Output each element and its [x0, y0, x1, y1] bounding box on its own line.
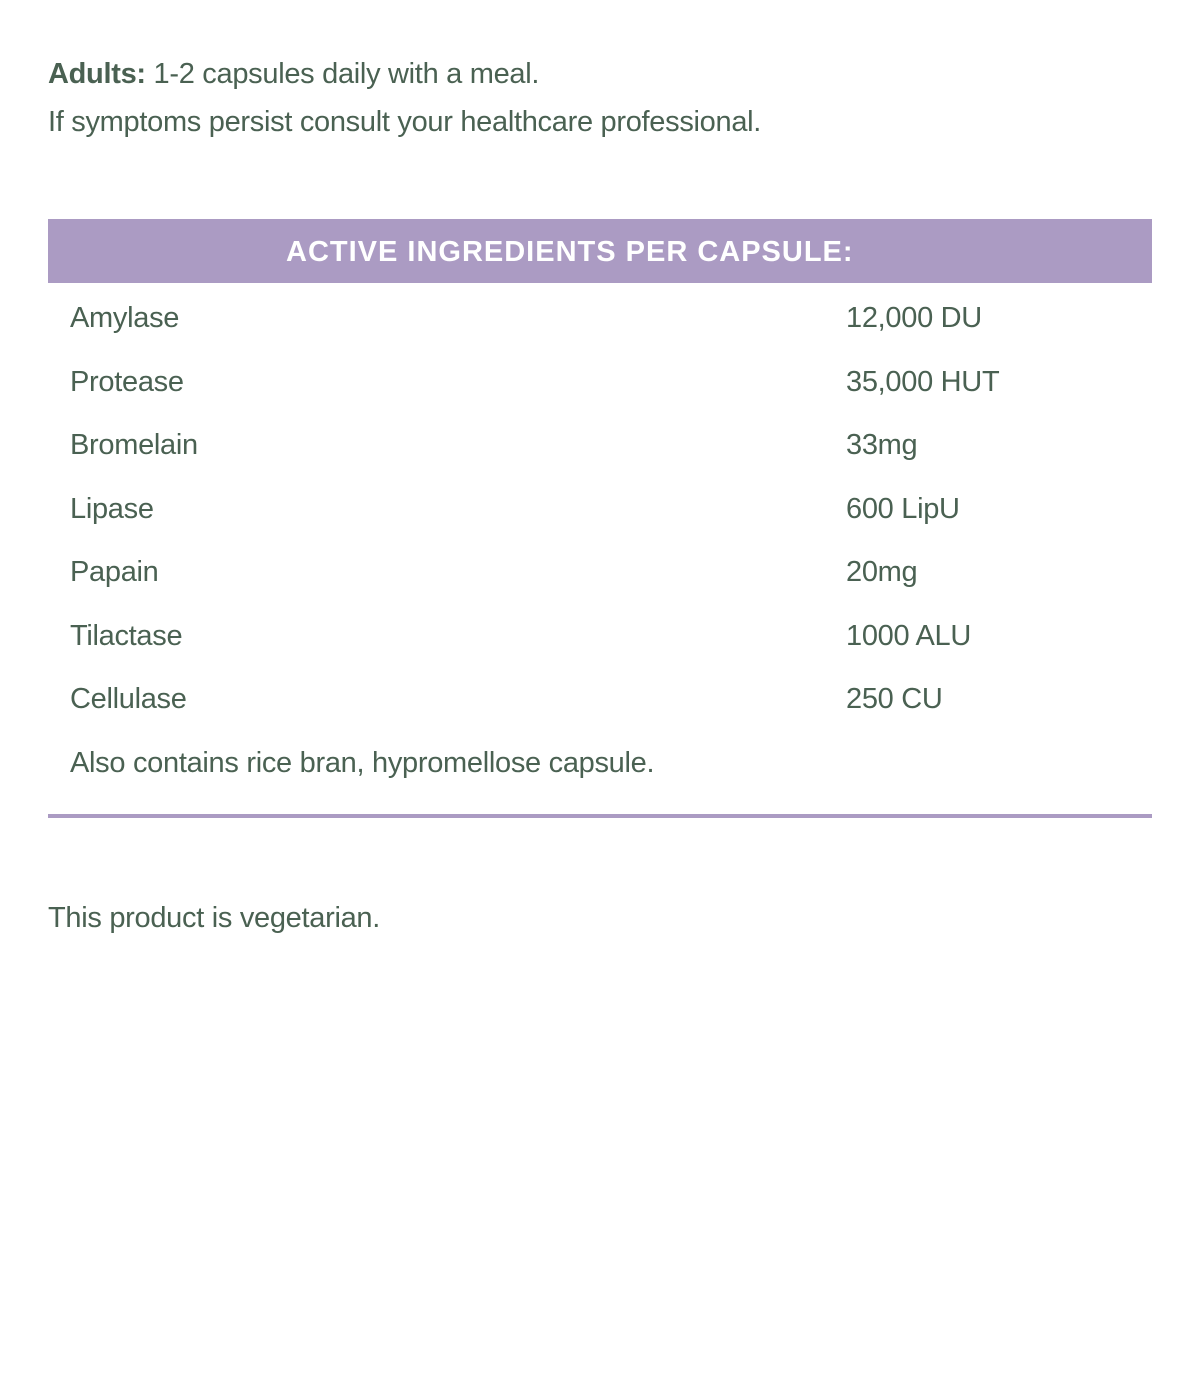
ingredient-row — [70, 493, 1152, 533]
vegetarian-note: This product is vegetarian. — [48, 902, 381, 934]
ingredient-amount: 250 CU — [846, 683, 943, 715]
ingredient-name: Papain — [70, 556, 159, 588]
table-bottom-divider — [48, 814, 1152, 818]
ingredient-amount: 35,000 HUT — [846, 366, 1000, 398]
ingredient-row — [70, 556, 1152, 596]
ingredients-header-label: ACTIVE INGREDIENTS PER CAPSULE: — [286, 236, 854, 268]
ingredients-table-header — [48, 219, 1152, 283]
ingredient-amount: 33mg — [846, 429, 918, 461]
directions-adults — [48, 58, 539, 91]
ingredient-row — [70, 429, 1152, 469]
also-contains-note: Also contains rice bran, hypromellose capsule. — [70, 747, 655, 779]
ingredient-amount: 1000 ALU — [846, 620, 971, 652]
adults-label: Adults: — [48, 58, 146, 90]
ingredient-name: Cellulase — [70, 683, 187, 715]
ingredient-name: Protease — [70, 366, 184, 398]
ingredient-row — [70, 620, 1152, 660]
directions-warning: If symptoms persist consult your healthcare professional. — [48, 106, 762, 138]
ingredient-name: Bromelain — [70, 429, 198, 461]
ingredient-amount: 12,000 DU — [846, 302, 982, 334]
ingredient-name: Amylase — [70, 302, 180, 334]
adults-dosage: 1-2 capsules daily with a meal. — [145, 58, 540, 90]
ingredient-amount: 20mg — [846, 556, 918, 588]
ingredient-name: Tilactase — [70, 620, 183, 652]
ingredient-amount: 600 LipU — [846, 493, 960, 525]
ingredient-name: Lipase — [70, 493, 154, 525]
ingredient-row — [70, 302, 1152, 342]
ingredient-row — [70, 366, 1152, 406]
ingredient-row — [70, 683, 1152, 723]
